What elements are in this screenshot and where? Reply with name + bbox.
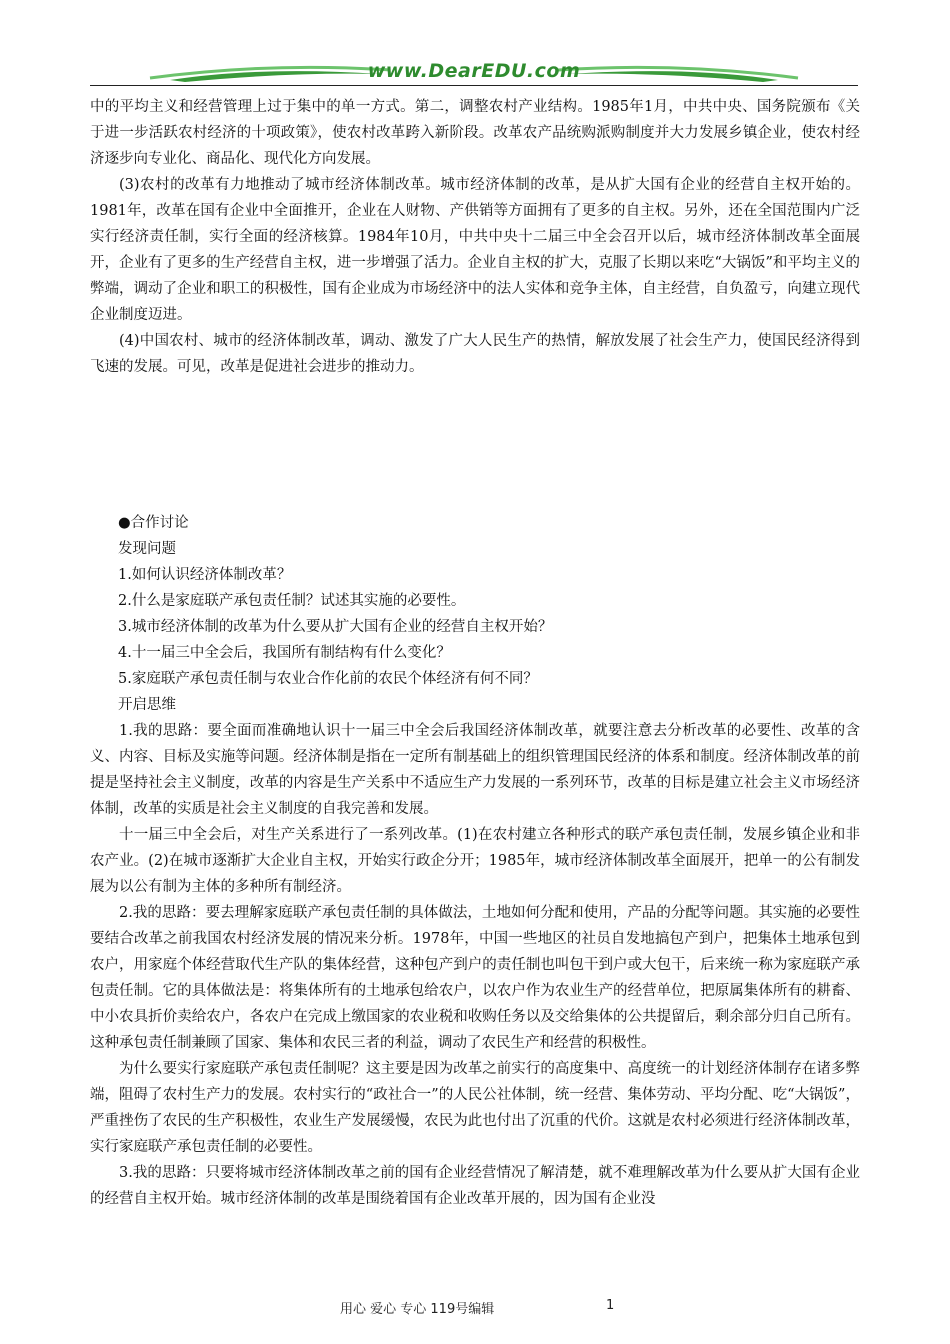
discussion-section [90, 510, 860, 1212]
find-problems-heading: 发现问题 [118, 541, 176, 557]
answer-paragraph: 3.我的思路：只要将城市经济体制改革之前的国有企业经营情况了解清楚，就不难理解改革为什么要从扩大国有企业的经营自主权开始。城市经济体制的改革是围绕着国有企业改革开展的，因为国有企业没 [90, 1165, 860, 1207]
answer-paragraph: 2.我的思路：要去理解家庭联产承包责任制的具体做法，土地如何分配和使用，产品的分配等问题。其实施的必要性要结合改革之前我国农村经济发展的情况来分析。1978年，中国一些地区的社员自发地搞包产到户，把集体土地承包到农户，用家庭个体经营取代生产队的集体经营，这种包产到户的责任制也叫包干到户或大包干，后来统一称为家庭联产承包责任制。它的具体做法是：将集体所有的土地承包给农户，以农户作为农业生产的经营单位，把原属集体所有的耕畜、中小农具折价卖给农户，各农户在完成上缴国家的农业税和收购任务以及交给集体的公共提留后，剩余部分归自己所有。这种承包责任制兼顾了国家、集体和农民三者的利益，调动了农民生产和经营的积极性。 [90, 905, 860, 1051]
page-footer [0, 1298, 950, 1318]
site-logo: www.DearEDU.com [367, 60, 581, 82]
question-item: 3.城市经济体制的改革为什么要从扩大国有企业的经营自主权开始？ [118, 619, 553, 635]
question-item: 5.家庭联产承包责任制与农业合作化前的农民个体经济有何不同？ [118, 671, 538, 687]
document-body [90, 94, 860, 1212]
question-item: 2.什么是家庭联产承包责任制？试述其实施的必要性。 [118, 593, 466, 609]
question-item: 4.十一届三中全会后，我国所有制结构有什么变化？ [118, 645, 451, 661]
paragraph-conclusion: (4)中国农村、城市的经济体制改革，调动、激发了广大人民生产的热情，解放发展了社会生产力，使国民经济得到飞速的发展。可见，改革是促进社会进步的推动力。 [90, 333, 860, 375]
paragraph-urban-reform: (3)农村的改革有力地推动了城市经济体制改革。城市经济体制的改革，是从扩大国有企业的经营自主权开始的。1981年，改革在国有企业中全面推开，企业在人财物、产供销等方面拥有了更多的自主权。另外，还在全国范围内广泛实行经济责任制，实行全面的经济核算。1984年10月，中共中央十二届三中全会召开以后，城市经济体制改革全面展开，企业有了更多的生产经营自主权，进一步增强了活力。企业自主权的扩大，克服了长期以来吃“大锅饭”和平均主义的弊端，调动了企业和职工的积极性，国有企业成为市场经济中的法人实体和竞争主体，自主经营，自负盈亏，向建立现代企业制度迈进。 [90, 177, 860, 323]
section-spacer [90, 380, 860, 510]
answer-paragraph: 十一届三中全会后，对生产关系进行了一系列改革。(1)在农村建立各种形式的联产承包责任制，发展乡镇企业和非农产业。(2)在城市逐渐扩大企业自主权，开始实行政企分开；1985年，城市经济体制改革全面展开，把单一的公有制发展为以公有制为主体的多种所有制经济。 [90, 827, 860, 895]
answer-paragraph: 为什么要实行家庭联产承包责任制呢？这主要是因为改革之前实行的高度集中、高度统一的计划经济体制存在诸多弊端，阻碍了农村生产力的发展。农村实行的“政社合一”的人民公社体制，统一经营、集体劳动、平均分配、吃“大锅饭”，严重挫伤了农民的生产积极性，农业生产发展缓慢，农民为此也付出了沉重的代价。这就是农村必须进行经济体制改革，实行家庭联产承包责任制的必要性。 [90, 1061, 860, 1155]
header-divider [90, 85, 858, 86]
page-header [90, 58, 858, 88]
open-thinking-heading: 开启思维 [118, 697, 176, 713]
paragraph-continuation: 中的平均主义和经营管理上过于集中的单一方式。第二，调整农村产业结构。1985年1月，中共中央、国务院颁布《关于进一步活跃农村经济的十项政策》，使农村改革跨入新阶段。改革农产品统购派购制度并大力发展乡镇企业，使农村经济逐步向专业化、商品化、现代化方向发展。 [90, 99, 860, 167]
answer-paragraph: 1.我的思路：要全面而准确地认识十一届三中全会后我国经济体制改革，就要注意去分析改革的必要性、改革的含义、内容、目标及实施等问题。经济体制是指在一定所有制基础上的组织管理国民经济的体系和制度。经济体制改革的前提是坚持社会主义制度，改革的内容是生产关系中不适应生产力发展的一系列环节，改革的目标是建立社会主义市场经济体制，改革的实质是社会主义制度的自我完善和发展。 [90, 723, 860, 817]
page-number: 1 [606, 1298, 615, 1313]
footer-credit: 用心 爱心 专心 119号编辑 [340, 1302, 495, 1317]
question-item: 1.如何认识经济体制改革？ [118, 567, 292, 583]
discussion-heading: ●合作讨论 [118, 515, 189, 531]
